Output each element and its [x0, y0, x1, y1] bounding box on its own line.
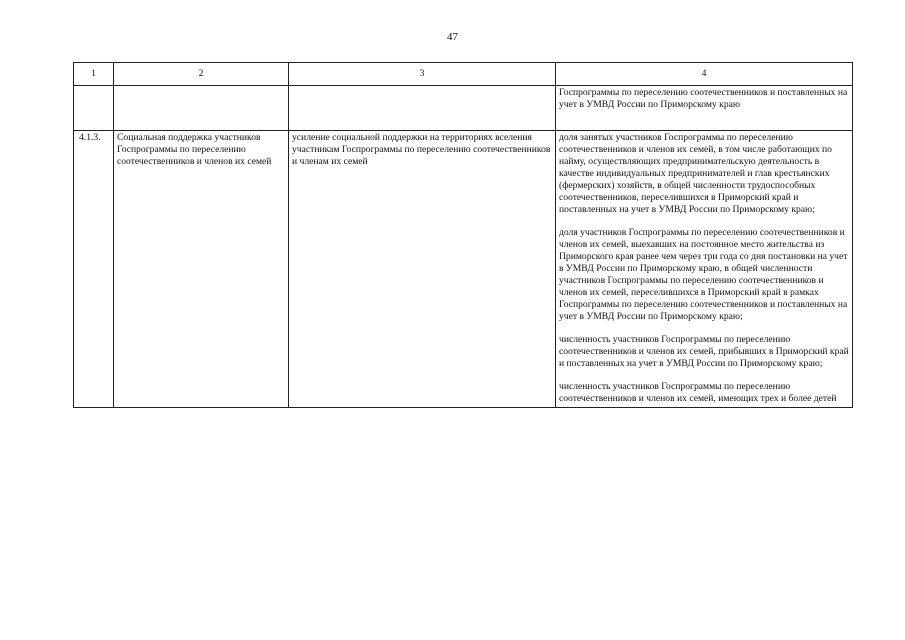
column-header-4: 4 [556, 63, 853, 86]
column-header-1: 1 [74, 63, 114, 86]
indicator-paragraph: численность участников Госпрограммы по переселению соотечественников и членов их семей, прибывших в Приморский край и поставленных на учет в УМВД России по Приморскому краю; [559, 334, 849, 369]
column-header-3: 3 [289, 63, 556, 86]
cell-indicator-continuation: Госпрограммы по переселению соотечественников и поставленных на учет в УМВД России по Приморскому краю [556, 86, 853, 131]
cell-measure: усиление социальной поддержки на территориях вселения участникам Госпрограммы по переселению соотечественников и членам их семей [289, 131, 556, 408]
program-table [73, 62, 853, 408]
table-row-4-1-3 [74, 131, 853, 408]
cell-event-name: Социальная поддержка участников Госпрограммы по переселению соотечественников и членов их семей [114, 131, 289, 408]
cell-item-number: 4.1.3. [74, 131, 114, 408]
table-header-row [74, 63, 853, 86]
cell-number-empty [74, 86, 114, 131]
table-row-continuation [74, 86, 853, 131]
cell-indicators [556, 131, 853, 408]
cell-event-empty [114, 86, 289, 131]
page-number: 47 [447, 31, 458, 43]
indicator-paragraph: численность участников Госпрограммы по переселению соотечественников и членов их семей, имеющих трех и более детей [559, 381, 837, 404]
cell-measure-empty [289, 86, 556, 131]
column-header-2: 2 [114, 63, 289, 86]
indicator-paragraph: доля занятых участников Госпрограммы по переселению соотечественников и членов их семей, в том числе работающих по найму, осуществляющих предпринимательскую деятельность в качестве индивидуальных предпринимателей и глав крестьянских (фермерских) хозяйств, в общей численности трудоспособных соотечественников, переселившихся в Приморский край и поставленных на учет в УМВД России по Приморскому краю; [559, 132, 832, 215]
indicator-paragraph: доля участников Госпрограммы по переселению соотечественников и членов их семей, выехавших на постоянное место жительства из Приморского края ранее чем через три года со дня постановки на учет в УМВД России по Приморскому краю, в общей численности участников Госпрограммы по переселению соотечественников и членов их семей, переселившихся в Приморский край в рамках Госпрограммы по переселению соотечественников и поставленных на учет в УМВД России по Приморскому краю; [559, 227, 848, 322]
